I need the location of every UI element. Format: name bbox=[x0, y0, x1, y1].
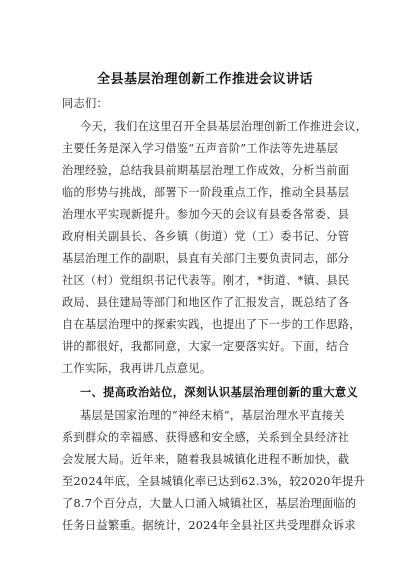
body-line: 基层治理工作的副职，县直有关部门主要负责同志，部分 bbox=[62, 252, 350, 265]
body-line: 至2024年底，全县城镇化率已达到62.3%，较2020年提升 bbox=[62, 475, 366, 488]
body-line: 自在基层治理中的探索实践，也提出了下一步的工作思路， bbox=[62, 318, 361, 331]
body-line: 系到群众的幸福感、获得感和安全感，关系到全县经济社 bbox=[62, 431, 350, 444]
body-line: 治理水平实现新提升。参加今天的会议有县委各常委、县 bbox=[62, 208, 350, 221]
salutation: 同志们： bbox=[62, 97, 108, 110]
document-title: 全县基层治理创新工作推进会议讲话 bbox=[96, 72, 313, 87]
body-line: 今天，我们在这里召开全县基层治理创新工作推进会议， bbox=[80, 120, 368, 133]
body-line: 临的形势与挑战，部署下一阶段重点工作，推动全县基层 bbox=[62, 186, 350, 199]
body-line: 讲的都很好，我都同意，大家一定要落实好。下面，结合 bbox=[62, 340, 350, 353]
body-line: 会发展大局。近年来，随着我县城镇化进程不断加快，截 bbox=[62, 453, 350, 466]
body-line: 任务日益繁重。据统计，2024年全县社区共受理群众诉求 bbox=[62, 519, 356, 532]
body-line: 主要任务是深入学习借鉴“五声音阶”工作法等先进基层 bbox=[62, 142, 339, 155]
body-line: 社区（村）党组织书记代表等。刚才，*街道、*镇、县民 bbox=[62, 274, 350, 287]
body-line: 工作实际，我再讲几点意见。 bbox=[62, 362, 212, 375]
body-line: 政局、县住建局等部门和地区作了汇报发言，既总结了各 bbox=[62, 296, 350, 309]
body-line: 了8.7个百分点，大量人口涌入城镇社区，基层治理面临的 bbox=[62, 497, 357, 510]
body-line: 政府相关副县长、各乡镇（街道）党（工）委书记、分管 bbox=[62, 230, 350, 243]
body-line: 基层是国家治理的“神经末梢”，基层治理水平直接关 bbox=[80, 409, 345, 422]
body-line: 治理经验，总结我县前期基层治理工作成效，分析当前面 bbox=[62, 164, 350, 177]
section-heading: 一、提高政治站位，深刻认识基层治理创新的重大意义 bbox=[80, 385, 359, 399]
